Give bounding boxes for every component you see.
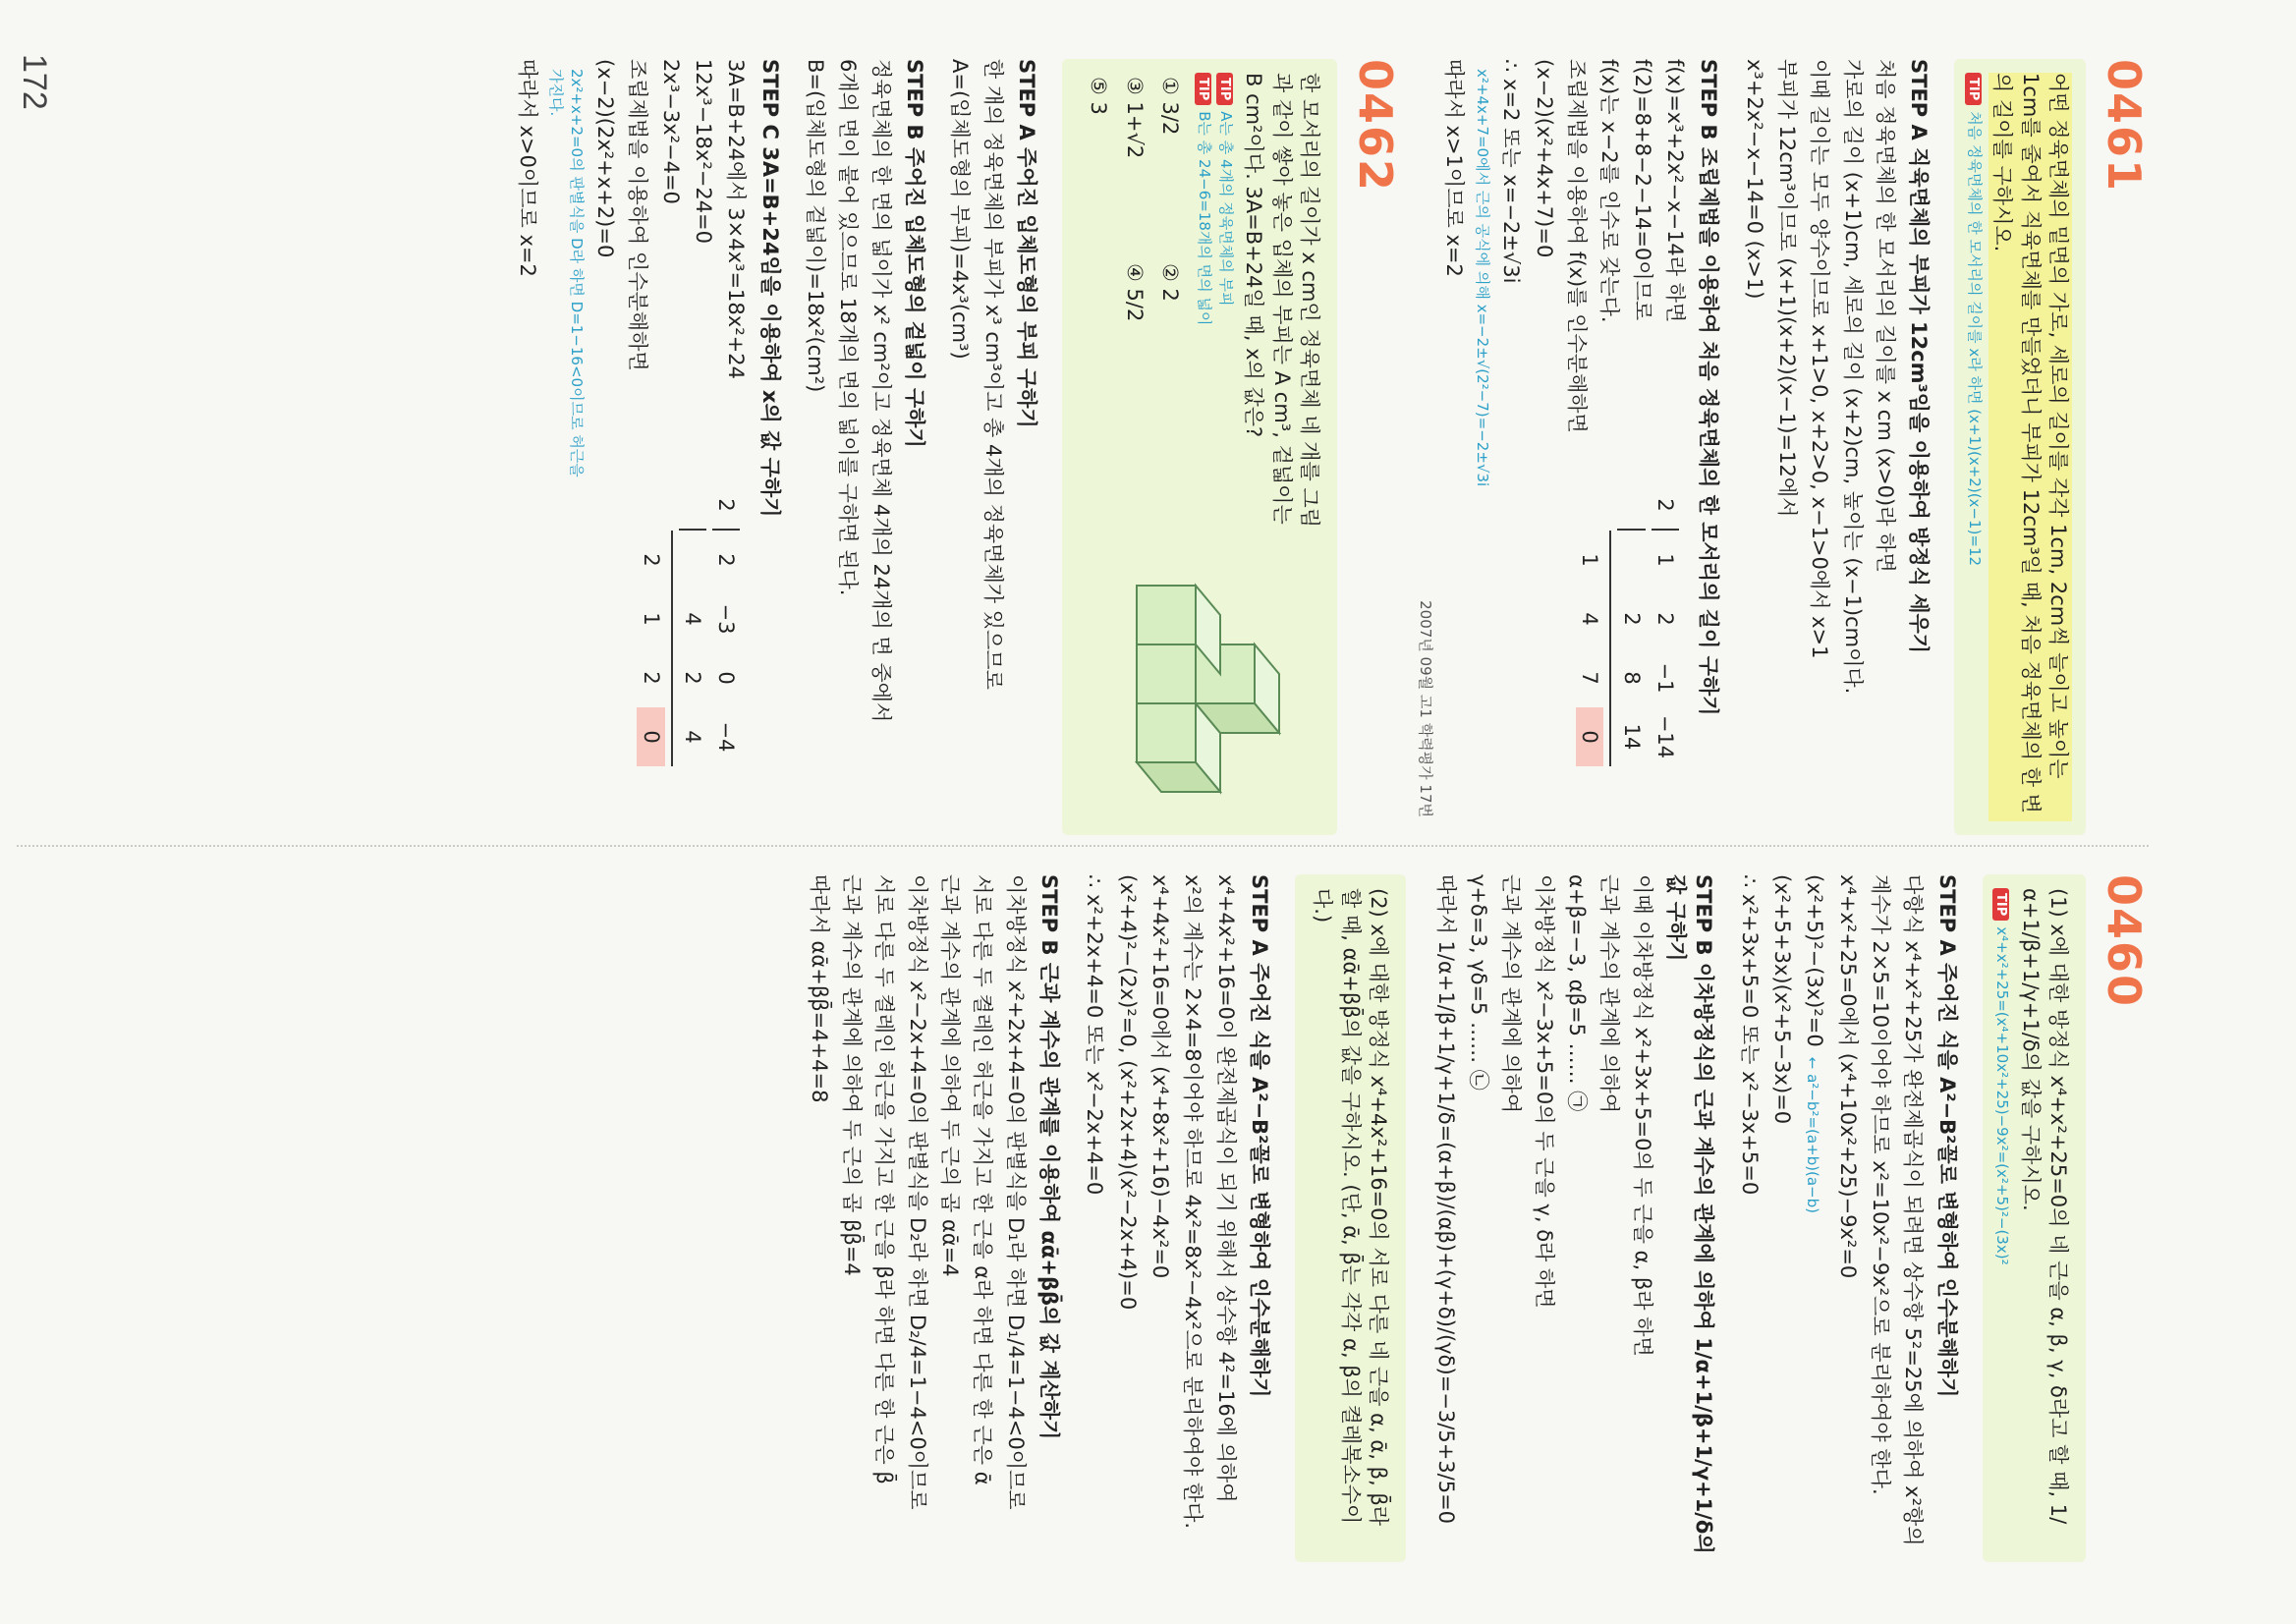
synth-cell: −14 [1652,714,1677,759]
choice-3[interactable]: ③ 1+√2 [1122,77,1147,159]
question-source: 2007년 09월 고1 학력평가 17번 [1417,600,1435,817]
step-c-title: STEP C 3A=B+24임을 이용하여 x의 값 구하기 [757,59,782,518]
synthetic-division-0462 [637,481,740,766]
question-number-0460: 0460 [2098,874,2151,1009]
solution-line: 서로 다른 두 켤레인 허근을 가지고 한 근을 α라 하면 다른 한 근은 ᾱ [971,874,995,1485]
solution-line: 근과 계수의 관계에 의하여 두 근의 곱 ββ̄=4 [840,874,865,1276]
solution-line: x²의 계수는 2×4=8이어야 하므로 4x²=8x²−4x²으로 분리하여야 한다. [1181,874,1205,1530]
solution-line: 이때 이차방정식 x²+3x+5=0의 두 근을 α, β라 하면 [1630,874,1654,1357]
solution-line: (x²+5+3x)(x²+5−3x)=0 [1769,874,1794,1125]
synth-cell: 2 [1652,612,1677,626]
solution-line: 이차방정식 x²−3x+5=0의 두 근을 γ, δ라 하면 [1532,874,1556,1309]
solution-line: 따라서 1/α+1/β+1/γ+1/δ=(α+β)/(αβ)+(γ+δ)/(γδ)=−3/5+3/5=0 [1433,874,1458,1525]
synth-cell: 8 [1619,671,1644,685]
solution-line: 서로 다른 두 켤레인 허근을 가지고 한 근을 β라 하면 다른 한 근은 β̄ [872,874,897,1484]
stacked-cubes-figure [1107,566,1314,821]
solution-line: (x−2)(x²+4x+7)=0 [1532,59,1556,258]
synth-root: 2 [712,481,740,531]
tip-badge: TIP [1965,73,1982,105]
solution-note: 2x²+x+2=0의 판별식을 D라 하면 D=1−16<0이므로 허근을 가진다. [547,69,586,477]
solution-line: 이차방정식 x²+2x+4=0의 판별식을 D₁라 하면 D₁/4=1−4<0이므로 [1003,874,1028,1510]
solution-line: 따라서 αᾱ+ββ̄=4+4=8 [807,874,831,1103]
synth-cell: −1 [1652,662,1677,694]
answer-choices [1085,77,1184,540]
right-column [800,874,2158,1562]
synth-cell: 4 [1578,612,1602,626]
synth-cell: 1 [639,612,663,626]
synth-cell: 0 [714,671,739,685]
question-text: 어떤 정육면체의 밑면의 가로, 세로의 길이를 각각 1cm, 2cm씩 늘이고 높이는 1cm를 줄여서 직육면체를 만들었더니 부피가 12cm³일 때, 처음 정육면체의 한 변의 길이를 구하시오. [1988,73,2072,821]
solution-line: x³+2x²−x−14=0 (x>1) [1742,59,1766,300]
solution-line: 근과 계수의 관계에 의하여 [1499,874,1524,1114]
solution-line: x⁴+4x²+16=0에서 (x⁴+8x²+16)−4x²=0 [1148,874,1173,1279]
synth-cell: −3 [714,603,739,635]
synth-remainder: 0 [1576,707,1603,766]
tip [1992,888,2013,1548]
step-a-title: STEP A 직육면체의 부피가 12cm³임을 이용하여 방정식 세우기 [1907,59,1932,654]
step-b-title: STEP B 조립제법을 이용하여 처음 정육면체의 한 모서리의 길이 구하기 [1697,59,1721,716]
solution-line: x⁴+4x²+16=0이 완전제곱식이 되기 위해서 상수항 4²=16에 의하여 [1213,874,1238,1503]
solution-line: f(x)는 x−2를 인수로 갖는다. [1597,59,1622,323]
question-box-0460-part2 [1295,874,1406,1562]
tip-badge: TIP [1216,73,1233,105]
tip-text: A는 총 4개의 정육면체의 부피 [1217,111,1236,307]
step-b-title: STEP B 주어진 입체도형의 겉넓이 구하기 [903,59,927,448]
choice-1[interactable]: ① 3/2 [1158,77,1183,136]
synth-cell: 1 [1578,553,1602,567]
equation: (x²+5)²−(3x)²=0 [1803,874,1827,1047]
synth-cell: 2 [639,553,663,567]
solution-line [1801,874,1828,1562]
tip-text: B는 총 24−6=18개의 면의 넓이 [1195,111,1213,326]
solution-note: ← a²−b²=(a+b)(a−b) [1804,1056,1822,1213]
solution-line: ∴ x²+2x+4=0 또는 x²−2x+4=0 [1083,874,1107,1196]
question-box-0461 [1954,59,2086,835]
solution-line: ∴ x²+3x+5=0 또는 x²−3x+5=0 [1737,874,1762,1196]
solution-line: x⁴+x²+25=0에서 (x⁴+10x²+25)−9x²=0 [1835,874,1860,1279]
question-text: 한 모서리의 길이가 x cm인 정육면체 네 개를 그림과 같이 쌓아 놓은 입체의 부피는 A cm³, 겉넓이는 B cm²이다. 3A=B+24일 때, x의 값은? [1242,73,1322,528]
synth-cell: −4 [714,721,739,753]
synth-cell: 2 [1619,612,1644,626]
synth-cell [1617,531,1645,589]
solution-line: 12x³−18x²−24=0 [692,59,716,245]
solution-line: 6개의 면이 붙어 있으므로 18개의 면의 넓이를 구하면 된다. [836,59,861,596]
synth-cell: 2 [639,671,663,685]
tip [1216,73,1237,540]
solution-line: f(x)=x³+2x²−x−14라 하면 [1662,59,1687,323]
page-number: 172 [16,54,53,110]
solution-line: 조립제법을 이용하여 인수분해하면 [626,59,650,371]
solution-line: ∴ x=2 또는 x=−2±√3i [1499,59,1524,284]
solution-line: 따라서 x>1이므로 x=2 [1441,59,1466,277]
question-number-0461: 0461 [2098,59,2151,194]
synth-cell: 2 [714,553,739,567]
solution-line: 가로의 길이 (x+1)cm, 세로의 길이 (x+2)cm, 높이는 (x−1)cm이다. [1840,59,1865,695]
question-text: (2) x에 대한 방정식 x⁴+4x²+16=0의 서로 다른 네 근을 α, ᾱ, β, β̄라 할 때, αᾱ+ββ̄의 값을 구하시오. (단, ᾱ, β̄는 각각 α, β의 켤레복소수이다.) [1311,888,1391,1527]
synth-remainder: 0 [637,707,664,766]
choice-5[interactable]: ⑤ 3 [1087,77,1111,115]
solution-line: 다항식 x⁴+x²+25가 완전제곱식이 되려면 상수항 5²=25에 의하여 x²항의 [1901,874,1926,1546]
step-c-body [514,59,751,835]
solution-line: 따라서 x>0이므로 x=2 [516,59,540,277]
solution-line: 3A=B+24에서 3×4x³=18x²+24 [724,59,749,379]
step-a-title: STEP A 주어진 입체도형의 부피 구하기 [1015,59,1039,428]
question-number-0462: 0462 [1349,59,1403,194]
solution-line: (x²+4)²−(2x)²=0, (x²+2x+4)(x²−2x+4)=0 [1115,874,1140,1311]
synth-cell: 7 [1578,671,1602,685]
synth-rule [671,531,673,766]
tip-badge: TIP [1992,888,2009,921]
solution-line: A=(입체도형의 부피)=4x³(cm³) [948,59,973,360]
step-a-title: STEP A 주어진 식을 A²−B²꼴로 변형하여 인수분해하기 [1248,874,1272,1398]
solution-line: γ+δ=3, γδ=5 …… ㉡ [1466,874,1490,1091]
solution-line: 부피가 12cm³이므로 (x+1)(x+2)(x−1)=12에서 [1774,59,1799,518]
solution-line: (x−2)(2x²+x+2)=0 [593,59,618,258]
synth-cell [679,531,706,589]
synth-cell: 4 [681,730,705,744]
solution-line: 이때 길이는 모두 양수이므로 x+1>0, x+2>0, x−1>0에서 x>1 [1808,59,1832,659]
solution-line: f(2)=8+8−2−14=0이므로 [1630,59,1654,321]
question-box-0462 [1062,59,1337,835]
solution-line: α+β=−3, αβ=5 …… ㉠ [1564,874,1589,1112]
question-text: (1) x에 대한 방정식 x⁴+x²+25=0의 네 근을 α, β, γ, δ라고 할 때, 1/α+1/β+1/γ+1/δ의 값을 구하시오. [2018,888,2070,1525]
step-a-title: STEP A 주어진 식을 A²−B²꼴로 변형하여 인수분해하기 [1934,874,1959,1398]
solution-note: x²+4x+7=0에서 근의 공식에 의해 x=−2±√(2²−7)=−2±√3i [1473,69,1491,487]
tip-text: x⁴+x²+25=(x⁴+10x²+25)−9x²=(x²+5)²−(3x)² [1993,926,2012,1265]
solution-line: 2x³−3x²−4=0 [658,59,683,204]
question-0462 [514,59,1435,835]
synth-cell: 2 [681,671,705,685]
tip-text: 처음 정육면체의 한 모서리의 길이를 x라 하면 (x+1)(x+2)(x−1)=12 [1965,111,1984,567]
solution-line: 계수가 2×5=10이어야 하므로 x²=10x²−9x²으로 분리하여야 한다. [1868,874,1892,1495]
choice-2[interactable]: ② 2 [1158,263,1183,302]
synth-cell: 14 [1619,723,1644,751]
solution-line: B=(입체도형의 겉넓이)=18x²(cm²) [804,59,828,393]
solution-line: 근과 계수의 관계에 의하여 [1597,874,1622,1114]
column-divider [17,845,2149,847]
question-box-0460-part1 [1983,874,2086,1562]
step-b-body [1439,59,1689,835]
step-b-title: STEP B 근과 계수의 관계를 이용하여 αᾱ+ββ̄의 값 계산하기 [1037,874,1062,1440]
step-b-title: STEP B 이차방정식의 근과 계수의 관계에 의하여 1/α+1/β+1/γ+1/δ의 값 구하기 [1663,874,1716,1554]
synth-root: 2 [1652,481,1679,531]
solution-line: 처음 정육면체의 한 모서리의 길이를 x cm (x>0)라 하면 [1873,59,1897,573]
choice-4[interactable]: ④ 5/2 [1122,263,1147,322]
left-column [509,59,2158,835]
synth-cell: 1 [1652,553,1677,567]
solution-line: 조립제법을 이용하여 f(x)를 인수분해하면 [1564,59,1589,433]
tip-badge: TIP [1195,73,1211,105]
tip [1194,73,1214,540]
solution-line: 한 개의 정육면체의 부피가 x³ cm³이고 총 4개의 정육면체가 있으므로 [980,59,1005,690]
solution-line: 이차방정식 x²−2x+4=0의 판별식을 D₂라 하면 D₂/4=1−4<0이므로 [905,874,929,1510]
synthetic-division-0461 [1576,481,1679,766]
tip [1964,73,1985,821]
solution-line: 근과 계수의 관계에 의하여 두 근의 곱 αᾱ=4 [938,874,963,1277]
synth-rule [1609,531,1611,766]
synth-cell: 4 [681,612,705,626]
solution-line: 정육면체의 한 면의 넓이가 x² cm²이고 정육면체 4개의 24개의 면 중에서 [868,59,893,723]
